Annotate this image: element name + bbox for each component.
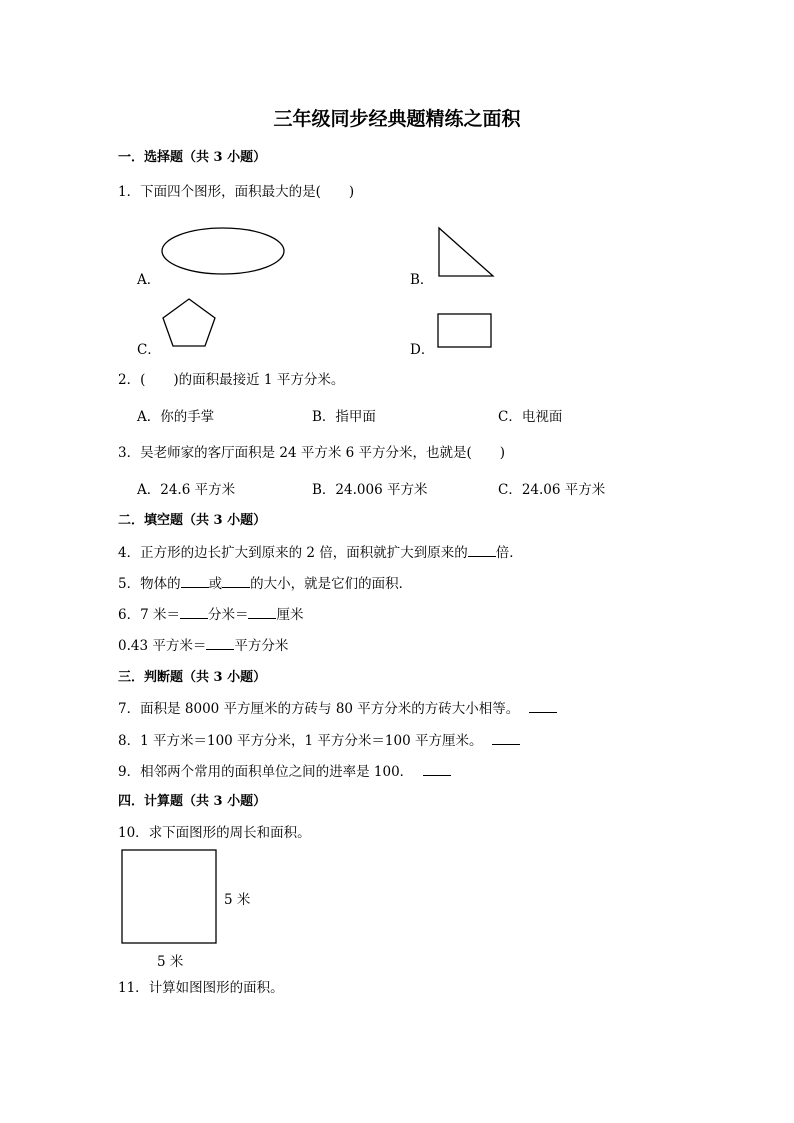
section-heading-choice: 一．选择题（共 3 小题） [118, 150, 267, 165]
question-text: 计算如图图形的面积。 [148, 980, 284, 996]
answer-blank[interactable] [181, 574, 209, 588]
question-3 [118, 441, 505, 461]
answer-blank[interactable] [529, 699, 557, 713]
question-number: 3． [118, 445, 141, 461]
question-6-line-2 [118, 634, 288, 654]
question-2 [118, 368, 344, 388]
question-1 [118, 180, 354, 200]
q2-option-b: B．指甲面 [312, 409, 376, 425]
question-9 [118, 760, 451, 780]
rectangle-shape [436, 312, 494, 350]
question-text: 下面四个图形，面积最大的是( [140, 184, 321, 200]
option-c-label: C． [137, 342, 161, 358]
question-text-end: )的面积最接近 1 平方分米。 [173, 372, 345, 388]
question-number: 4． [118, 545, 141, 561]
q2-option-c: C．电视面 [498, 409, 563, 425]
question-text-mid: 分米＝ [207, 607, 249, 623]
question-text: 正方形的边长扩大到原来的 2 倍，面积就扩大到原来的 [140, 545, 468, 561]
question-text: 面积是 8000 平方厘米的方砖与 80 平方分米的方砖大小相等。 [140, 701, 520, 717]
side-length-label: 5 米 [224, 892, 251, 908]
answer-blank[interactable] [248, 605, 276, 619]
question-6-line-1 [118, 603, 303, 623]
answer-blank[interactable] [222, 574, 250, 588]
question-number: 9． [118, 764, 141, 780]
ellipse-shape [160, 226, 286, 276]
section-heading-calc: 四．计算题（共 3 小题） [118, 794, 267, 809]
question-text-end: ) [499, 445, 506, 461]
question-text-end: 倍． [495, 545, 523, 561]
pentagon-shape [160, 296, 218, 352]
option-a-label: A． [137, 272, 161, 288]
question-text: 物体的 [140, 576, 181, 592]
option-b-label: B． [410, 272, 434, 288]
question-number: 7． [118, 701, 141, 717]
question-number: 10． [118, 825, 149, 841]
question-11 [118, 976, 284, 996]
question-text-end: 厘米 [276, 607, 304, 623]
question-text-mid: 或 [208, 576, 223, 592]
q3-option-c: C．24.06 平方米 [498, 482, 606, 498]
answer-blank[interactable] [180, 605, 208, 619]
q3-option-b: B．24.006 平方米 [312, 482, 428, 498]
question-text: 求下面图形的周长和面积。 [148, 825, 311, 841]
section-heading-judge: 三．判断题（共 3 小题） [118, 670, 267, 685]
triangle-shape [436, 226, 496, 280]
question-text-end: 的大小，就是它们的面积． [250, 576, 413, 592]
question-10 [118, 821, 311, 841]
question-text: 7 米＝ [140, 607, 180, 623]
question-number: 6． [118, 607, 141, 623]
question-5 [118, 572, 412, 592]
q3-option-a: A．24.6 平方米 [137, 482, 236, 498]
question-text: 吴老师家的客厅面积是 24 平方米 6 平方分米，也就是( [140, 445, 472, 461]
question-8 [118, 729, 520, 749]
question-text: 1 平方米＝100 平方分米，1 平方分米＝100 平方厘米。 [140, 733, 483, 749]
q2-option-a: A．你的手掌 [137, 409, 215, 425]
question-number: 5． [118, 576, 141, 592]
answer-blank[interactable] [206, 636, 234, 650]
question-4 [118, 541, 523, 561]
page-title: 三年级同步经典题精练之面积 [273, 108, 521, 130]
question-number: 8． [118, 733, 141, 749]
answer-blank[interactable] [468, 543, 496, 557]
question-text: 相邻两个常用的面积单位之间的进率是 100． [140, 764, 414, 780]
bottom-length-label: 5 米 [157, 954, 184, 970]
question-text: 0.43 平方米＝ [118, 638, 207, 654]
question-number: 11． [118, 980, 149, 996]
section-heading-fill: 二．填空题（共 3 小题） [118, 513, 267, 528]
question-text: ( [140, 372, 146, 388]
question-text-end: 平方分米 [234, 638, 289, 654]
answer-blank[interactable] [492, 731, 520, 745]
question-text-end: ) [348, 184, 355, 200]
option-d-label: D． [410, 342, 435, 358]
square-figure [120, 848, 220, 946]
question-number: 2． [118, 372, 141, 388]
question-number: 1． [118, 184, 141, 200]
answer-blank[interactable] [423, 762, 451, 776]
question-7 [118, 697, 557, 717]
